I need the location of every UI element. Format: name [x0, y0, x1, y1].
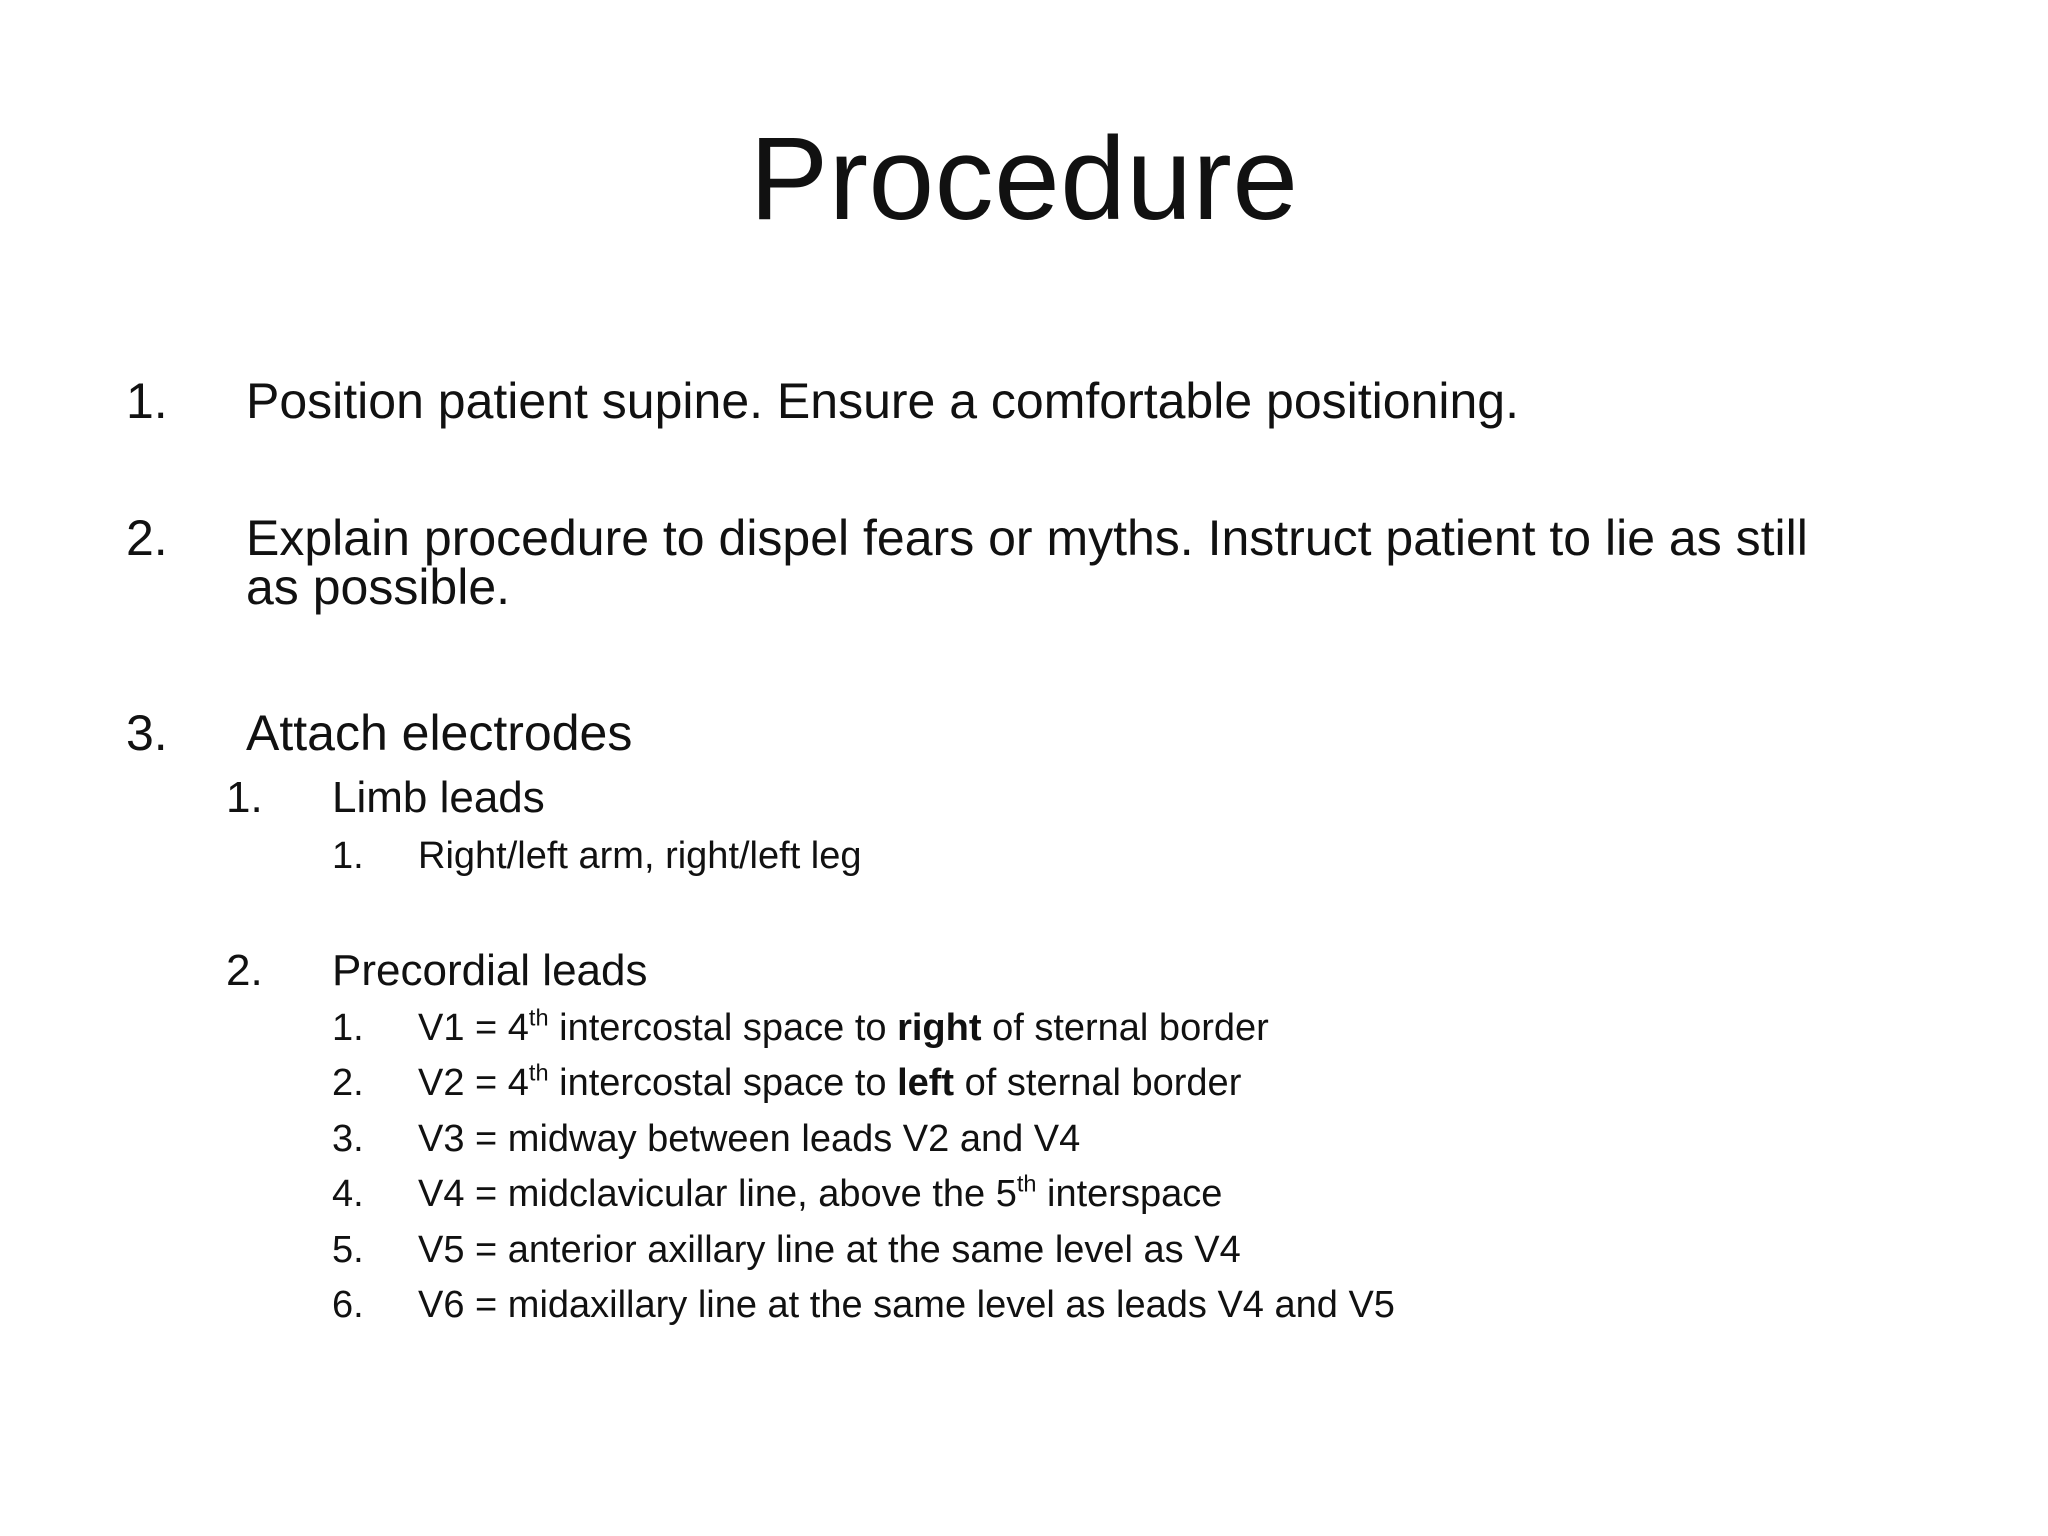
list-text: Position patient supine. Ensure a comfortable positioning.	[246, 373, 1519, 429]
list-text: Explain procedure to dispel fears or myths. Instruct patient to lie as still	[246, 510, 1808, 566]
list-text: Right/left arm, right/left leg	[418, 835, 862, 877]
list-number: 1.	[126, 373, 168, 429]
list-number: 6.	[332, 1284, 364, 1326]
list-number: 1.	[332, 1007, 364, 1049]
list-number: 2.	[126, 510, 168, 566]
list-number: 5.	[332, 1229, 364, 1271]
list-number: 3.	[332, 1118, 364, 1160]
list-number: 4.	[332, 1173, 364, 1215]
list-text: V1 = 4th intercostal space to right of sternal border	[418, 1004, 1269, 1049]
list-number: 3.	[126, 705, 168, 761]
list-text: Precordial leads	[332, 946, 648, 995]
list-text: V3 = midway between leads V2 and V4	[418, 1118, 1081, 1160]
list-number: 1.	[226, 773, 263, 822]
list-number: 1.	[332, 835, 364, 877]
list-text: Attach electrodes	[246, 705, 633, 761]
list-text: V4 = midclavicular line, above the 5th interspace	[418, 1170, 1223, 1215]
list-text: V6 = midaxillary line at the same level as leads V4 and V5	[418, 1284, 1395, 1326]
list-number: 2.	[226, 946, 263, 995]
list-text: Limb leads	[332, 773, 545, 822]
list-text: as possible.	[246, 559, 511, 615]
list-text: V2 = 4th intercostal space to left of sternal border	[418, 1059, 1242, 1104]
list-number: 2.	[332, 1062, 364, 1104]
slide-title: Procedure	[749, 113, 1299, 245]
list-text: V5 = anterior axillary line at the same level as V4	[418, 1229, 1241, 1271]
